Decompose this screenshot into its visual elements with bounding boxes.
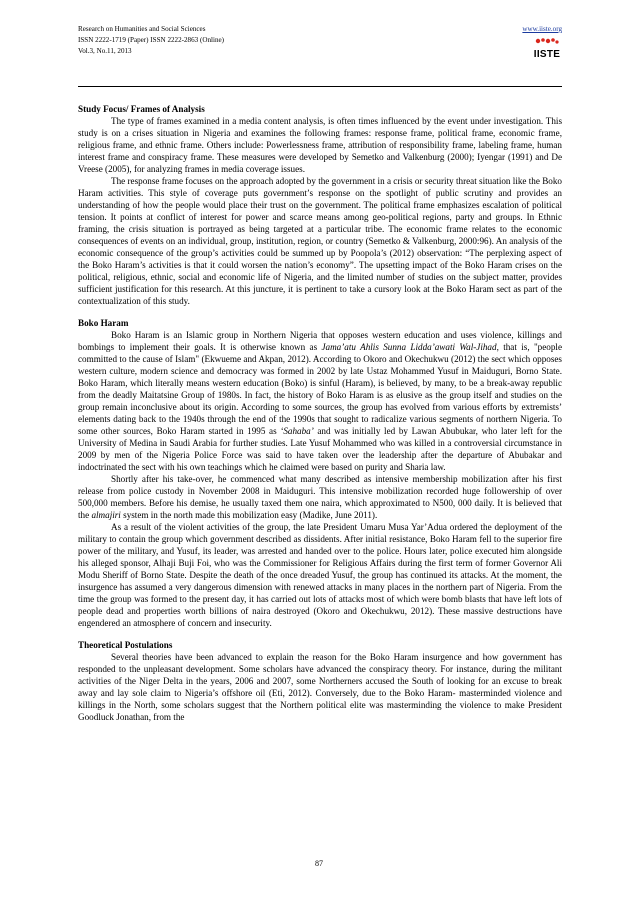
page-number: 87: [315, 859, 323, 868]
iiste-logo: [532, 37, 562, 61]
section-heading: Boko Haram: [78, 318, 129, 328]
paragraph: The type of frames examined in a media content analysis, is often times influenced by the event under investigation. This study is on a crises situation in Nigeria and examines the following frames: response frame, political frame, economic frame, religious frame, and ethnic frame. Others include: Powerlessness frame, attribution of responsibility frame, labeling frame, human interest frame and conspiracy frame. These measures were developed by Semetko and Valkenburg (2000); Iyengar (1991) and De Vreese (2005), for analyzing frames in media coverage issues.: [78, 116, 562, 174]
section-heading: Study Focus/ Frames of Analysis: [78, 104, 205, 114]
paragraph: Boko Haram is an Islamic group in Northern Nigeria that opposes western education and uses violence, killings and bombings to implement their goals. It is otherwise known as Jama’atu Ahlis Sunna Lidda’awati Wal-Jihad, that is, "people committed to the cause of Islam" (Ekwueme and Akpan, 2012). According to Okoro and Okechukwu (2012) the sect which opposes western culture, modern science and democracy was formed in 2002 by late Ustaz Mohammed Yusuf in Maiduguri, Borno State. Boko Haram, which literally means western education (Boko) is sinful (Haram), is believed, by many, to be a break-away republic from the deadly Maitatsine Group of 1980s. In fact, the history of Boko Haram is as elusive as the group itself and studies on the group remain inconclusive about its origin. According to some sources, the group has evolved from various efforts by extremists’ elements dating back to the 1940s through the end of the 1990s that sought to radicalize various segments of northern Nigeria. To some other sources, Boko Haram started in 1995 as ‘Sahaba’ and was initially led by Lawan Abubukar, who later left for the University of Medina in Saudi Arabia for further studies. Late Yusuf Mohammed who was killed in a controversial circumstance in 2009 by men of the Nigeria Police Force was said to have taken over the leadership after the departure of Abubakar and indoctrinated the sect with his own teachings which he claimed were based on purity and Sharia law.: [78, 330, 563, 472]
journal-issn: ISSN 2222-1719 (Paper) ISSN 2222-2863 (Online): [78, 36, 225, 45]
header-rule: [78, 86, 562, 87]
journal-website-link[interactable]: www.iiste.org: [522, 25, 562, 33]
journal-volume: Vol.3, No.11, 2013: [78, 47, 132, 56]
article-body: [78, 103, 562, 723]
section-gap: [78, 629, 562, 639]
section-gap: [78, 307, 562, 317]
journal-meta: [78, 24, 224, 58]
paragraph: Several theories have been advanced to explain the reason for the Boko Haram insurgence and how government has responded to the unpleasant development. Some scholars have advanced the conspiracy theory. For instance, during the militant activities of the Niger Delta in the years, 2006 and 2007, some Northerners accused the South of looking for an excuse to break away and lay sole claim to Nigeria’s offshore oil (Eti, 2012). Conversely, due to the Boko Haram- masterminded violence and killings in the North, some scholars suggest that the Northern political elite was masterminding the violence to make President Goodluck Jonathan, from the: [78, 652, 562, 722]
section-heading: Theoretical Postulations: [78, 640, 173, 650]
paragraph: The response frame focuses on the approach adopted by the government in a crisis or security threat situation like the Boko Haram activities. This style of coverage puts government’s response on the spotlight of public scrutiny and provides an understanding of how the people would place their trust on the government. The political frame emphasizes escalation of political tension. It points at conflict of interest for power and scarce means among geo-political regions, party and groups. In Ethnic framing, the crisis situation is portrayed as being targeted at a particular tribe. The economic frame relates to the economic consequences of events on an individual, group, institution, region, or country (Semetko & Valkenburg, 2000:96). An analysis of the economic consequence of the group’s activities could be summed up by Poopola’s (2012) observation: “The perplexing aspect of the Boko Haram’s activities is that it could worsen the nation’s economy”. The upsetting impact of the Boko Haram crises on the political, religious, ethnic, social and economic life of Nigeria, and the limited number of studies on the subject matter, provides sufficient justification for this research. At this juncture, it is pertinent to take a cursory look at the Boko Haram sect as part of the contextualization of this study.: [78, 176, 562, 306]
logo-text: IISTE: [533, 49, 561, 60]
journal-title: Research on Humanities and Social Sciences: [78, 25, 206, 33]
page-header: [78, 24, 562, 72]
paragraph: As a result of the violent activities of the group, the late President Umaru Musa Yar’Adua ordered the deployment of the military to contain the group which government described as dissidents. After initial resistance, Boko Haram fell to the superior fire power of the military, and Yusuf, its leader, was arrested and handed over to the police. Hours later, police executed him alongside his alleged sponsor, Alhaji Buji Foi, who was the Commissioner for Religious Affairs during the first term of former Governor Ali Modu Sheriff of Borno State. Despite the death of the once dreaded Yusuf, the group has continued its attacks. At the moment, the insurgence has assumed a very dangerous dimension with renewed attacks in many places in the northern part of Nigeria. From the time the group was formed to the present day, it has carried out lots of attacks most of which were bomb blasts that have left lots of people dead and properties worth billions of naira destroyed (Okoro and Okechukwu, 2012). These massive destructions have engendered an atmosphere of concern and insecurity.: [78, 522, 562, 628]
paragraph: Shortly after his take-over, he commenced what many described as intensive membership mobilization after his first release from police custody in November 2008 in Maiduguri. This intensive mobilization recorded huge followership of over 500,000 members. Before his demise, he usually taxed them one naira, which approximated to N500, 000 daily. It is believed that the almajiri system in the north made this mobilization easy (Madike, June 2011).: [78, 474, 562, 520]
